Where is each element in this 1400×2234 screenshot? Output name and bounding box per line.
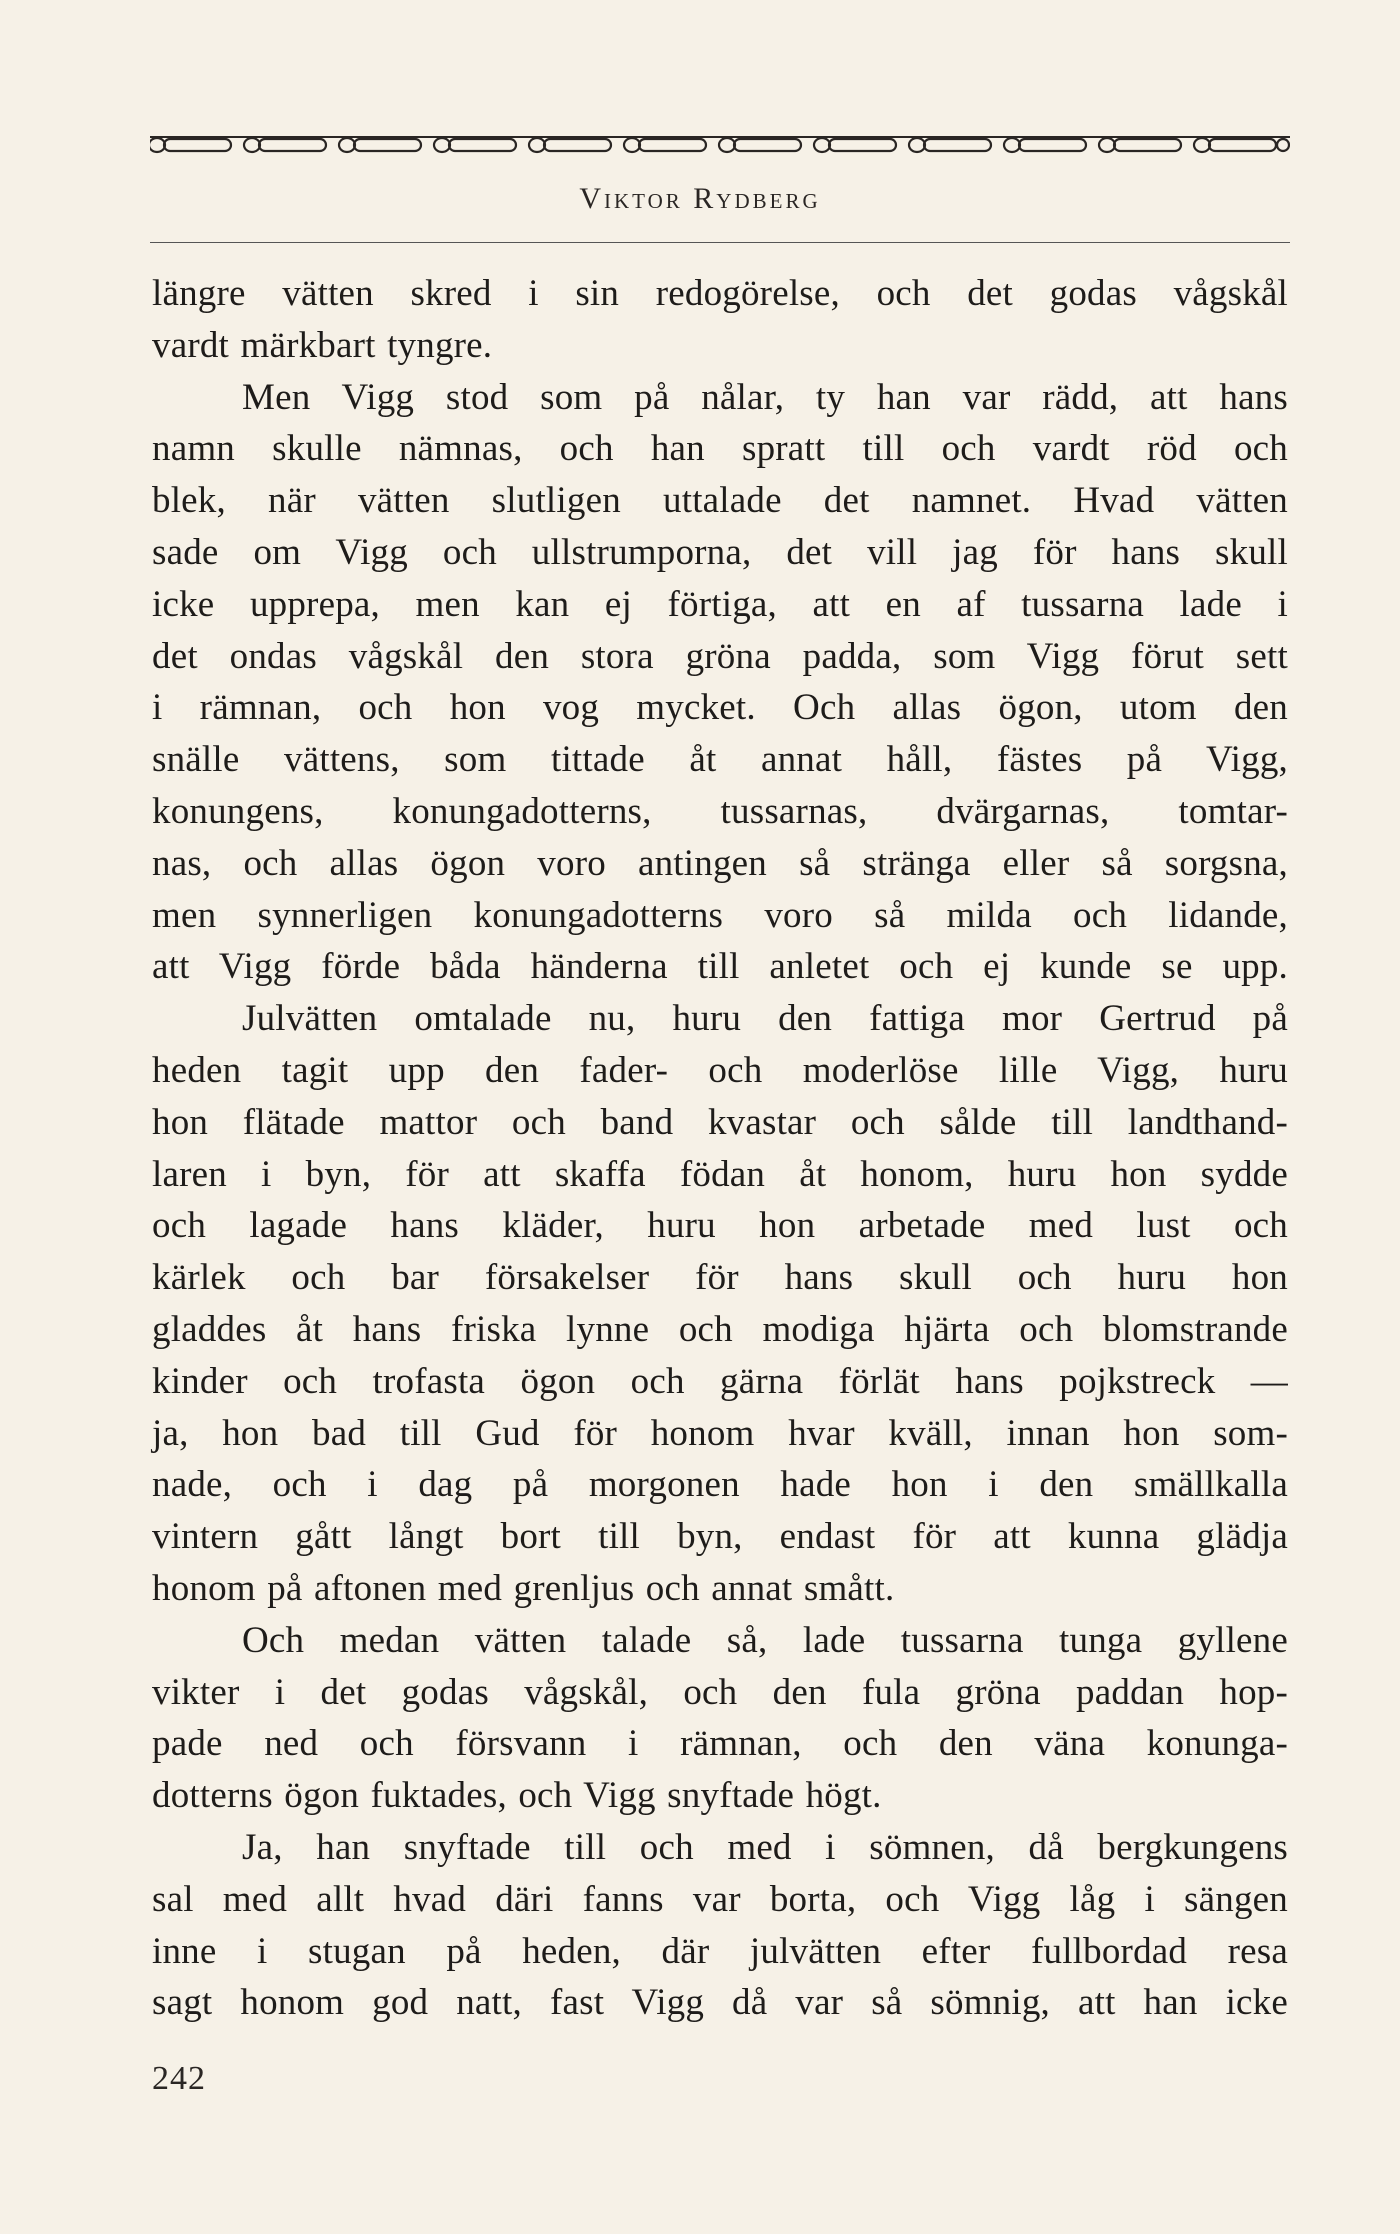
text-line: det ondas vågskål den stora gröna padda, som Vigg förut sett bbox=[152, 635, 1288, 677]
text-line: dotterns ögon fuktades, och Vigg snyftade högt. bbox=[152, 1775, 882, 1817]
text-line: ja, hon bad till Gud för honom hvar kväll, innan hon som- bbox=[152, 1412, 1288, 1454]
text-line: blek, när vätten slutligen uttalade det namnet. Hvad vätten bbox=[152, 480, 1288, 522]
text-line: Julvätten omtalade nu, huru den fattiga mor Gertrud på bbox=[242, 998, 1288, 1040]
body-text bbox=[152, 268, 1288, 2029]
text-line: sade om Vigg och ullstrumporna, det vill jag för hans skull bbox=[152, 531, 1288, 573]
text-line: konungens, konungadotterns, tussarnas, dvärgarnas, tomtar- bbox=[152, 790, 1288, 832]
text-line: i rämnan, och hon vog mycket. Och allas ögon, utom den bbox=[152, 687, 1288, 729]
text-line: pade ned och försvann i rämnan, och den väna konunga- bbox=[152, 1723, 1288, 1765]
text-line: vardt märkbart tyngre. bbox=[152, 324, 493, 366]
running-head: Viktor Rydberg bbox=[579, 182, 821, 215]
text-line: inne i stugan på heden, där julvätten efter fullbordad resa bbox=[152, 1930, 1288, 1972]
text-line: honom på aftonen med grenljus och annat smått. bbox=[152, 1567, 895, 1609]
text-line: sal med allt hvad däri fanns var borta, och Vigg låg i sängen bbox=[152, 1878, 1288, 1920]
text-line: heden tagit upp den fader- och moderlöse lille Vigg, huru bbox=[152, 1049, 1288, 1091]
text-line: längre vätten skred i sin redogörelse, och det godas vågskål bbox=[152, 273, 1288, 314]
text-line: att Vigg förde båda händerna till anletet och ej kunde se upp. bbox=[152, 946, 1288, 988]
text-line: gladdes åt hans friska lynne och modiga hjärta och blomstrande bbox=[152, 1308, 1288, 1350]
text-line: och lagade hans kläder, huru hon arbetade med lust och bbox=[152, 1205, 1288, 1247]
text-line: snälle vättens, som tittade åt annat håll, fästes på Vigg, bbox=[152, 739, 1288, 781]
text-line: Och medan vätten talade så, lade tussarna tunga gyllene bbox=[242, 1619, 1288, 1661]
page-number: 242 bbox=[152, 2060, 206, 2097]
text-line: Men Vigg stod som på nålar, ty han var rädd, att hans bbox=[242, 376, 1288, 418]
text-line: nade, och i dag på morgonen hade hon i den smällkalla bbox=[152, 1464, 1288, 1506]
text-line: vikter i det godas vågskål, och den fula gröna paddan hop- bbox=[152, 1671, 1288, 1713]
decorative-chain-border bbox=[150, 132, 1290, 158]
text-line: icke upprepa, men kan ej förtiga, att en af tussarna lade i bbox=[152, 583, 1288, 625]
text-line: hon flätade mattor och band kvastar och sålde till landthand- bbox=[152, 1101, 1288, 1143]
text-line: laren i byn, för att skaffa födan åt honom, huru hon sydde bbox=[152, 1153, 1288, 1195]
text-line: kärlek och bar försakelser för hans skull och huru hon bbox=[152, 1257, 1288, 1299]
text-line: Ja, han snyftade till och med i sömnen, då bergkungens bbox=[242, 1826, 1288, 1868]
header-rule bbox=[150, 242, 1290, 243]
text-line: namn skulle nämnas, och han spratt till och vardt röd och bbox=[152, 428, 1288, 470]
text-line: nas, och allas ögon voro antingen så stränga eller så sorgsna, bbox=[152, 842, 1288, 884]
text-line: men synnerligen konungadotterns voro så milda och lidande, bbox=[152, 894, 1288, 936]
text-line: sagt honom god natt, fast Vigg då var så sömnig, att han icke bbox=[152, 1982, 1288, 2024]
text-line: kinder och trofasta ögon och gärna förlät hans pojkstreck — bbox=[152, 1360, 1288, 1402]
text-line: vintern gått långt bort till byn, endast för att kunna glädja bbox=[152, 1516, 1288, 1558]
